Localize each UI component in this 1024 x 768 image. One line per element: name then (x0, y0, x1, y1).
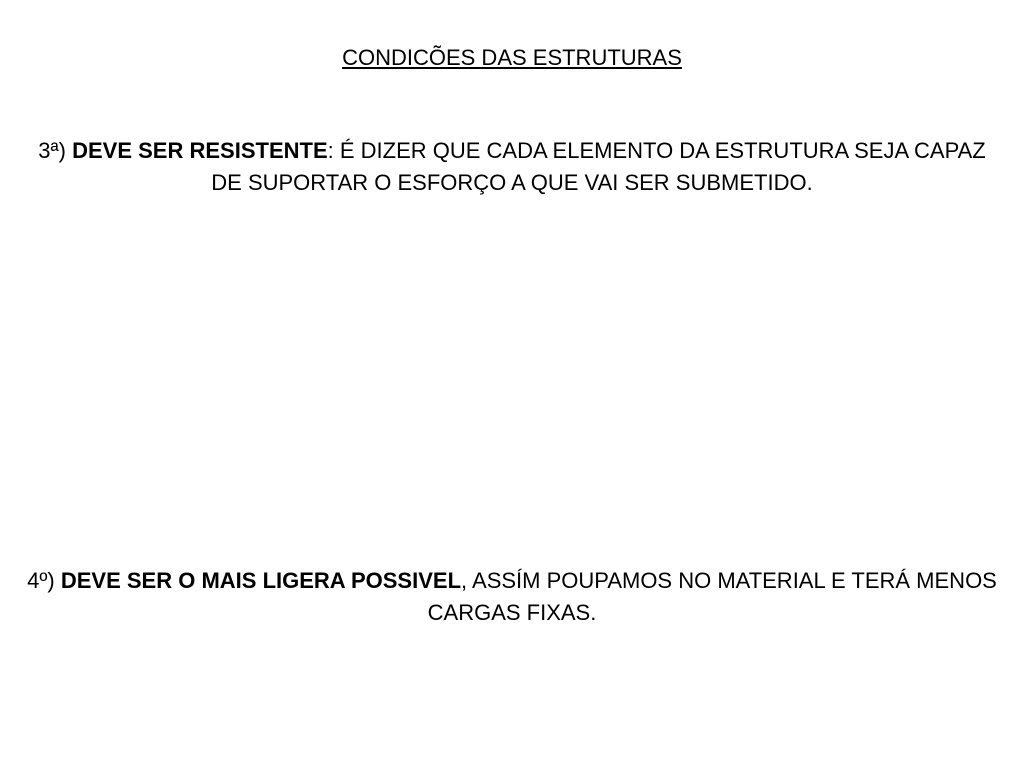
condition-4-number: 4º) (27, 568, 55, 593)
slide-title: CONDICÕES DAS ESTRUTURAS (342, 45, 682, 70)
condition-3-text: : É DIZER QUE CADA ELEMENTO DA ESTRUTURA SEJA CAPAZ DE SUPORTAR O ESFORÇO A QUE VAI SER SUBMETIDO. (211, 138, 986, 195)
condition-4-text: , ASSÍM POUPAMOS NO MATERIAL E TERÁ MENOS CARGAS FIXAS. (427, 568, 997, 625)
condition-4-heading: DEVE SER O MAIS LIGERA POSSIVEL (60, 568, 462, 593)
condition-3-number: 3ª) (38, 138, 66, 163)
condition-3-heading: DEVE SER RESISTENTE (72, 138, 328, 163)
condition-3-paragraph (24, 135, 1000, 199)
condition-4-paragraph (24, 565, 1000, 629)
